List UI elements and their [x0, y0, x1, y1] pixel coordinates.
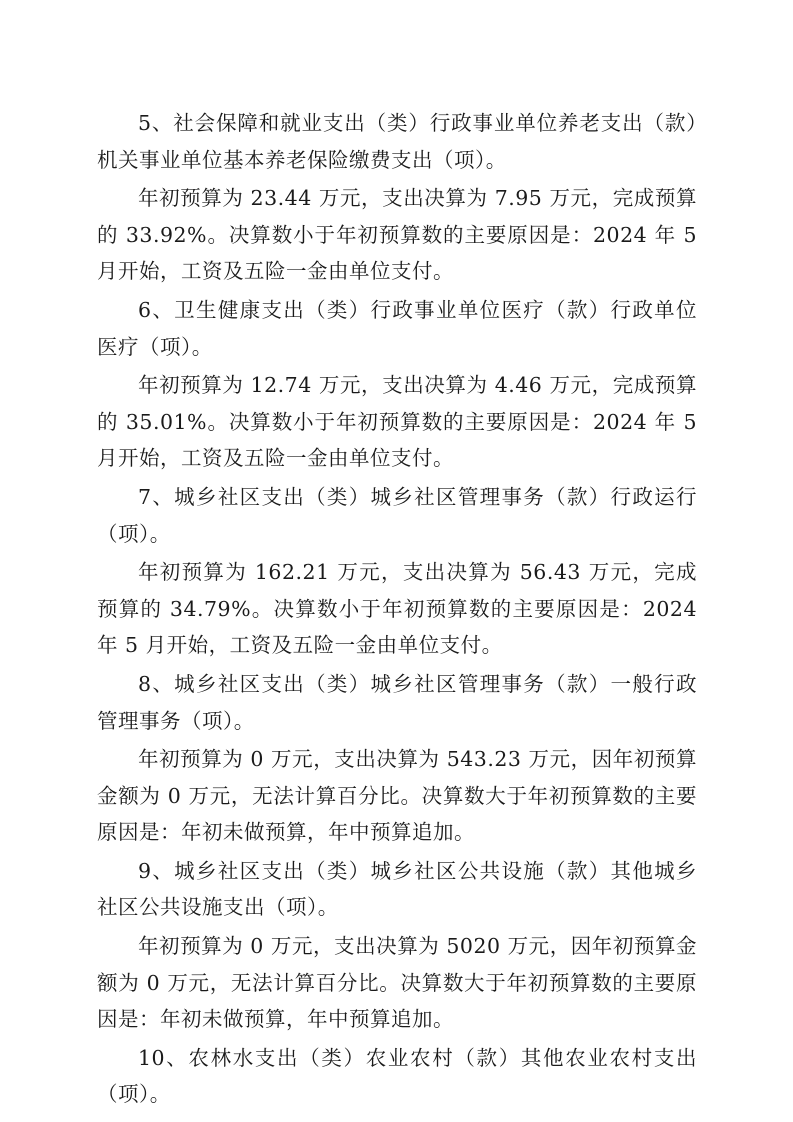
- item-heading-9: 9、城乡社区支出（类）城乡社区公共设施（款）其他城乡社区公共设施支出（项）。: [97, 858, 697, 920]
- item-heading-8: 8、城乡社区支出（类）城乡社区管理事务（款）一般行政管理事务（项）。: [97, 671, 697, 733]
- item-explanation-8: 年初预算为 0 万元，支出决算为 543.23 万元，因年初预算金额为 0 万元，无法计算百分比。决算数大于年初预算数的主要原因是：年初未做预算，年中预算追加。: [97, 747, 697, 845]
- item-heading-10: 10、农林水支出（类）农业农村（款）其他农业农村支出（项）。: [97, 1045, 697, 1107]
- item-heading-7: 7、城乡社区支出（类）城乡社区管理事务（款）行政运行（项）。: [97, 484, 697, 546]
- item-explanation-6: 年初预算为 12.74 万元，支出决算为 4.46 万元，完成预算的 35.01%。决算数小于年初预算数的主要原因是：2024 年 5 月开始，工资及五险一金由单位支付。: [97, 373, 697, 471]
- item-explanation-9: 年初预算为 0 万元，支出决算为 5020 万元，因年初预算金额为 0 万元，无法计算百分比。决算数大于年初预算数的主要原因是：年初未做预算，年中预算追加。: [97, 934, 697, 1032]
- document-body: [97, 105, 697, 1115]
- item-explanation-5: 年初预算为 23.44 万元，支出决算为 7.95 万元，完成预算的 33.92%。决算数小于年初预算数的主要原因是：2024 年 5 月开始，工资及五险一金由单位支付。: [97, 186, 697, 284]
- item-heading-5: 5、社会保障和就业支出（类）行政事业单位养老支出（款）机关事业单位基本养老保险缴费支出（项）。: [97, 111, 697, 172]
- item-heading-6: 6、卫生健康支出（类）行政事业单位医疗（款）行政单位医疗（项）。: [97, 297, 697, 359]
- item-explanation-7: 年初预算为 162.21 万元，支出决算为 56.43 万元，完成预算的 34.79%。决算数小于年初预算数的主要原因是：2024 年 5 月开始，工资及五险一金由单位支付。: [97, 560, 697, 658]
